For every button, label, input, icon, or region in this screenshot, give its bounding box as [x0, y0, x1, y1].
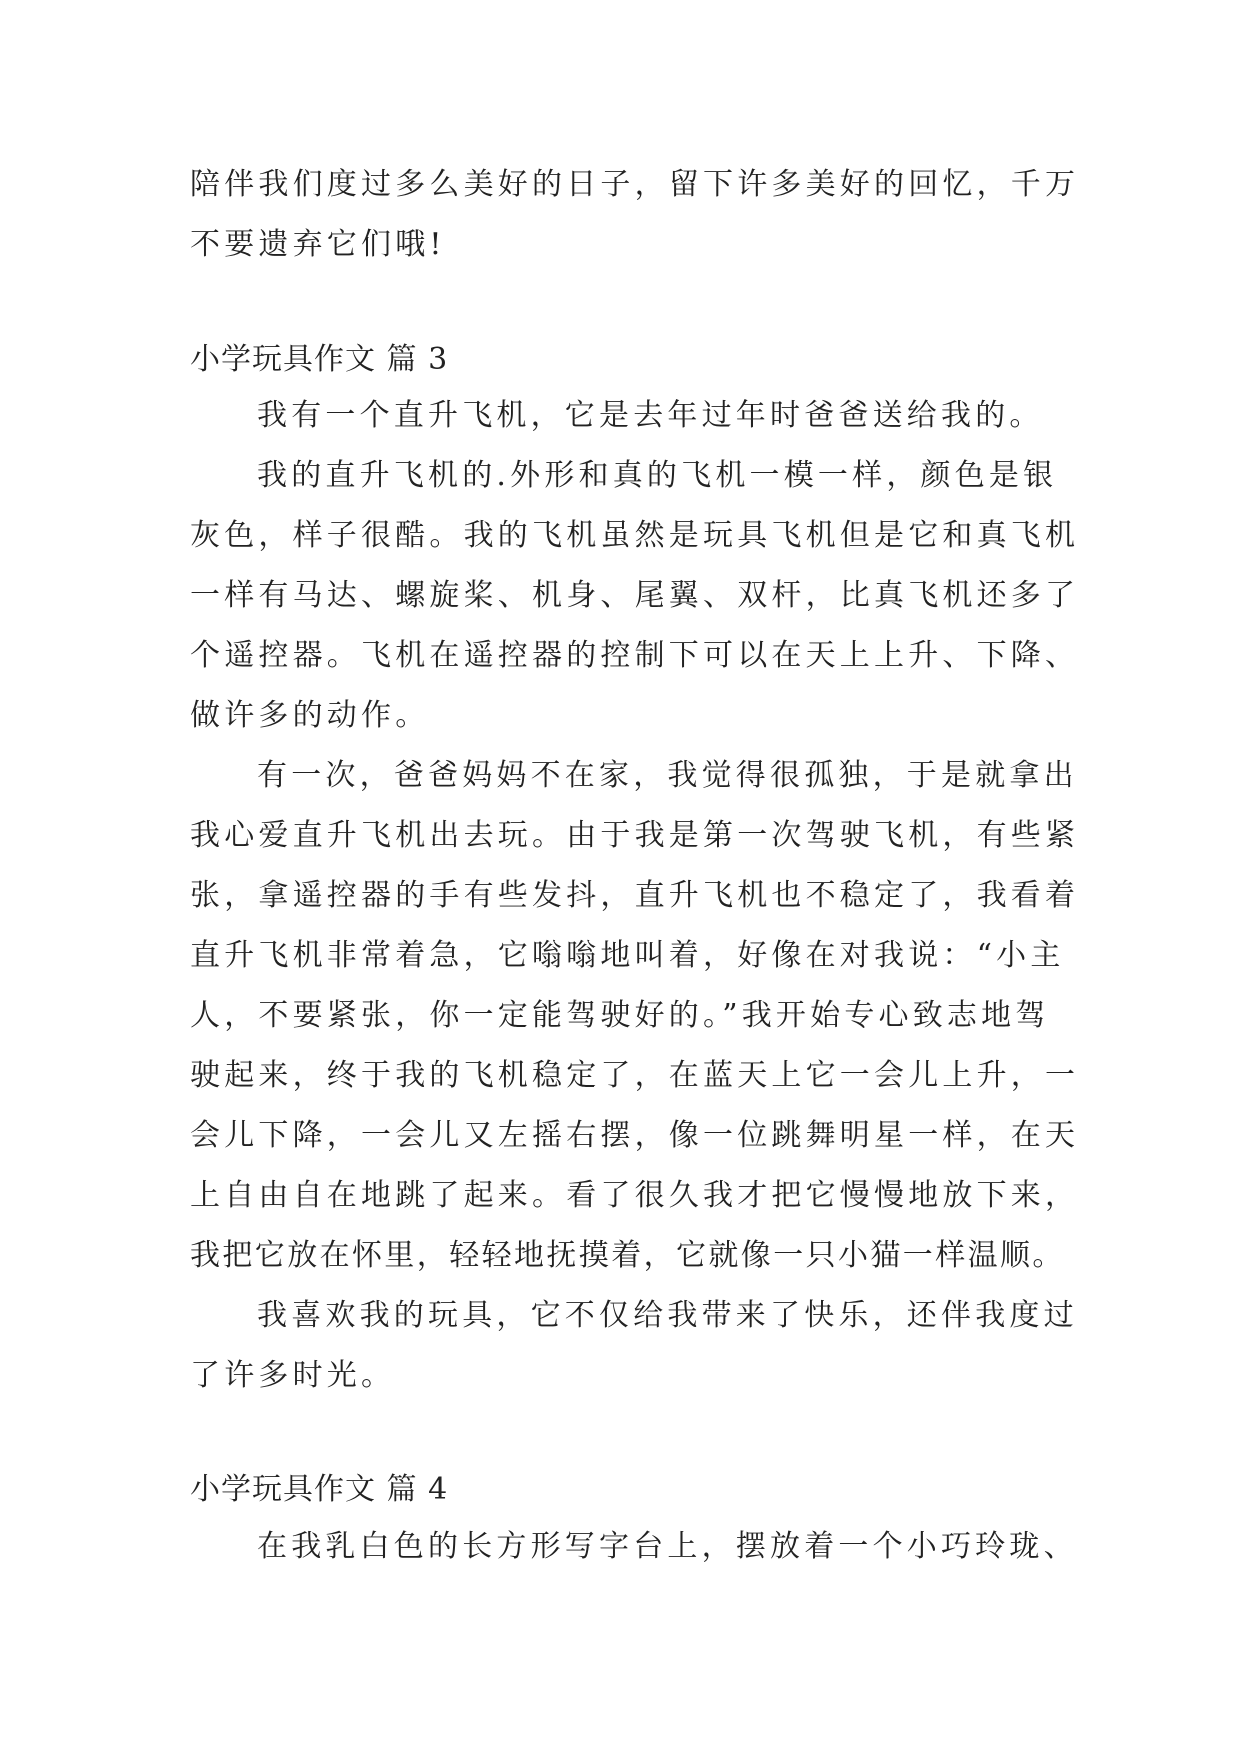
text-line: 陪伴我们度过多么美好的日子，留下许多美好的回忆，千万 [190, 167, 1080, 202]
paragraph-line: 我喜欢我的玩具，它不仅给我带来了快乐，还伴我度过 [257, 1298, 1078, 1333]
paragraph-line: 驶起来，终于我的飞机稳定了，在蓝天上它一会儿上升，一 [190, 1058, 1080, 1093]
section-title: 小学玩具作文 篇 4 [190, 1472, 449, 1507]
paragraph-line: 我有一个直升飞机，它是去年过年时爸爸送给我的。 [257, 398, 1044, 433]
paragraph-line: 会儿下降，一会儿又左摇右摆，像一位跳舞明星一样，在天 [190, 1118, 1080, 1153]
paragraph-line: 一样有马达、螺旋桨、机身、尾翼、双杆，比真飞机还多了 [190, 578, 1080, 613]
paragraph-line: 我把它放在怀里，轻轻地抚摸着，它就像一只小猫一样温顺。 [190, 1238, 1065, 1273]
paragraph-line: 有一次，爸爸妈妈不在家，我觉得很孤独，于是就拿出 [257, 758, 1078, 793]
paragraph-line: 灰色，样子很酷。我的飞机虽然是玩具飞机但是它和真飞机 [190, 518, 1080, 553]
paragraph-line: 直升飞机非常着急，它嗡嗡地叫着，好像在对我说：“小主 [190, 938, 1065, 973]
paragraph-line: 我的直升飞机的.外形和真的飞机一模一样，颜色是银 [257, 458, 1058, 493]
paragraph-line: 个遥控器。飞机在遥控器的控制下可以在天上上升、下降、 [190, 638, 1080, 673]
section-title: 小学玩具作文 篇 3 [190, 342, 449, 377]
paragraph-line: 人，不要紧张，你一定能驾驶好的。”我开始专心致志地驾 [190, 998, 1050, 1033]
paragraph-line: 张，拿遥控器的手有些发抖，直升飞机也不稳定了，我看着 [190, 878, 1080, 913]
paragraph-line: 我心爱直升飞机出去玩。由于我是第一次驾驶飞机，有些紧 [190, 818, 1080, 853]
paragraph-line: 上自由自在地跳了起来。看了很久我才把它慢慢地放下来， [190, 1178, 1080, 1213]
paragraph-line: 在我乳白色的长方形写字台上，摆放着一个小巧玲珑、 [257, 1529, 1078, 1564]
paragraph-line: 做许多的动作。 [190, 698, 430, 733]
text-line: 不要遗弃它们哦! [190, 227, 446, 262]
paragraph-line: 了许多时光。 [190, 1358, 396, 1393]
